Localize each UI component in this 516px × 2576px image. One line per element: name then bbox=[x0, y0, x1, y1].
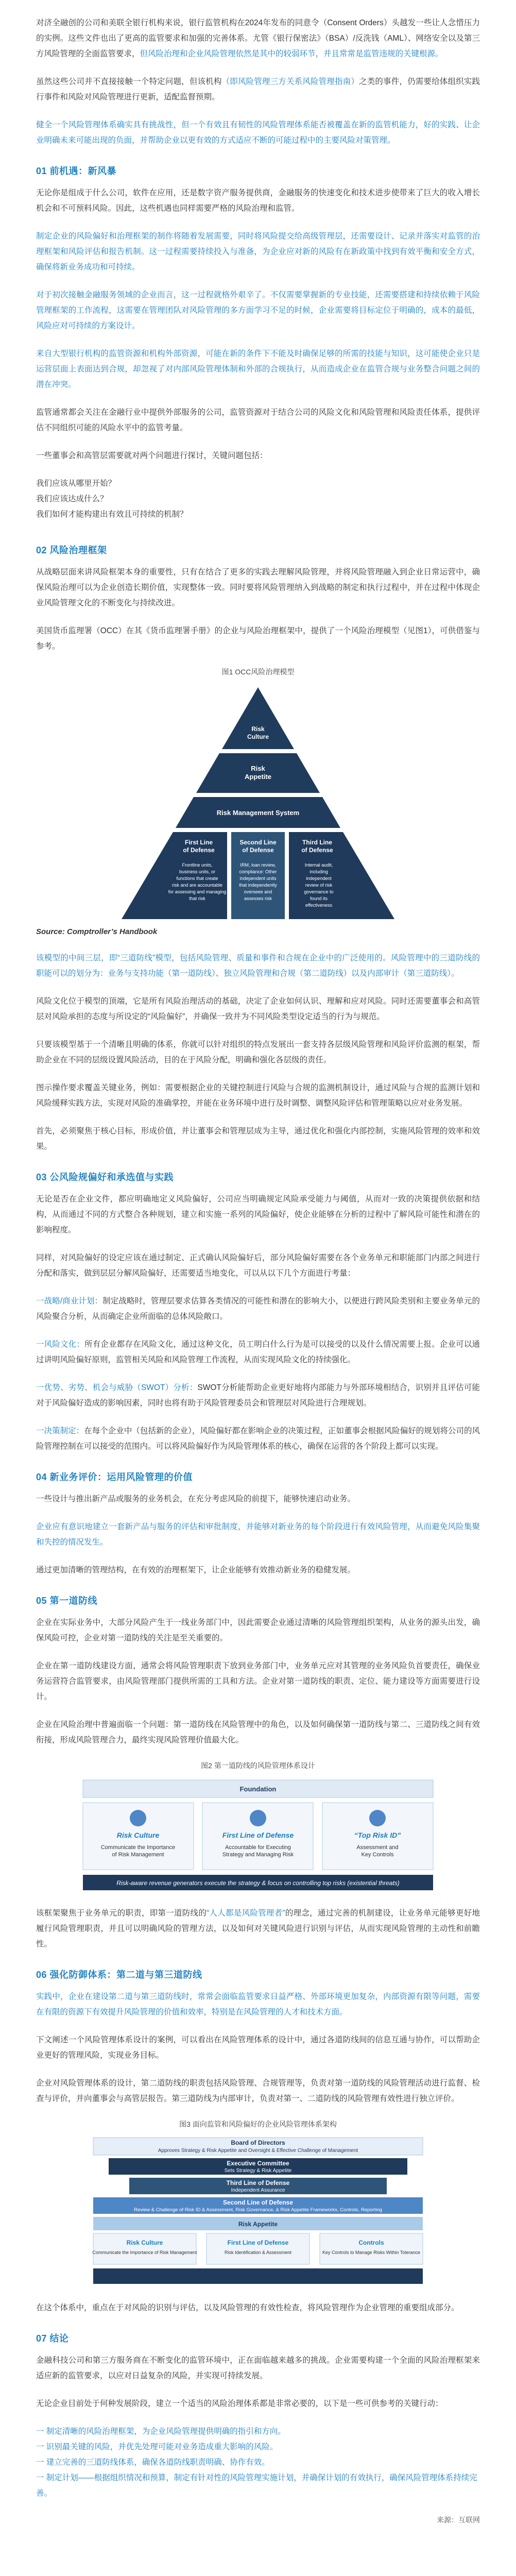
article-source: 来源：互联网 bbox=[437, 2516, 480, 2524]
conclusion-item: 一 制定清晰的风险治理框架，为企业风险管理提供明确的指引和方向。 bbox=[36, 2427, 286, 2436]
bullet-text: SWOT分析能帮助企业更好地将内部能力与外部环境相结合，识别并且评估可能对于风险偏好造成的影响因素，同时也将有助于风险管理委员会和管理层对风险进行合理规划。 bbox=[36, 1383, 480, 1408]
first-line-title: First Line of Defense bbox=[183, 839, 215, 854]
key-questions bbox=[36, 448, 480, 522]
card-desc: Accountable for Executing Strategy and Managing Risk bbox=[222, 1844, 294, 1858]
risk-appetite-label: Risk Appetite bbox=[245, 765, 271, 781]
conclusion-item: 一 识别最关键的风险，并优先处理可能对业务造成重大影响的风险。 bbox=[36, 2443, 278, 2451]
section1-paragraph: 监管通常都会关注在金融行业中提供外部服务的公司，监管资源对于结合公司的风险文化和风险管理和风险责任体系，提供评估不同组织可能的风险水平中的监管考量。 bbox=[36, 408, 480, 432]
second-line-label: Second Line of Defense bbox=[222, 2199, 294, 2206]
section3-paragraph: 同样，对风险偏好的设定应该在通过制定、正式确认风险偏好后，部分风险偏好需要在各个业务单元和职能部门内部之间进行分配和落实，做到层层分解风险偏好，还需要适当地变化，可以从以下几个方面进行考量： bbox=[36, 1253, 480, 1278]
question-item: 我们如何才能构建出有效且可持续的机制？ bbox=[36, 510, 188, 519]
section2-paragraph: 风险文化位于模型的顶端，它是所有风险治理活动的基础，决定了企业如何认识、理解和应对风险。同时还需要董事会和高管层对风险承担的态度与所设定的“风险偏好”，并确保一致并为不同风险类型设定适当的行为与规范。 bbox=[36, 997, 480, 1021]
enterprise-risk-architecture bbox=[62, 2134, 454, 2289]
risk-culture-label: Risk Culture bbox=[247, 725, 269, 740]
culture-sub: Communicate the Importance of Risk Management bbox=[92, 2250, 197, 2255]
risk-id-icon bbox=[369, 1810, 386, 1826]
third-line-desc: Internal audit, including independent review of risk governance to found its effectiveness bbox=[304, 862, 334, 908]
para-text: 的理念，通过完善的机制建设，让业务单元能够更好地履行风险管理职责，并且可以明确风险的管理方法，以及如何对关键风险进行识别与评估，从而实现风险管理的主动性和前瞻性。 bbox=[36, 1909, 480, 1948]
intro-text: 对济全融创的公司和美联全银行机构来说，银行监管机构在2024年发布的同意令（Consent Orders）头越发一些让人念惜压力的实例。这些文件也出了更高的监管要求和加强的完善体系。尤管《银行保密法》（BSA）/反洗钱（AML）、网络安全以及第三方风险管理的全面监管要求， bbox=[36, 19, 480, 58]
risk-appetite-label: Risk Appetite bbox=[238, 2221, 278, 2228]
section-title-3: 03 公风险规偏好和承选值与实践 bbox=[36, 1172, 174, 1182]
bullet-strategy bbox=[36, 1294, 480, 1325]
defense-icon bbox=[250, 1810, 266, 1826]
figure2 bbox=[36, 1776, 480, 1894]
para-text: 该框架聚焦于业务单元的职责，即第一道防线的 bbox=[36, 1909, 207, 1918]
bullet-swot bbox=[36, 1380, 480, 1411]
section-title-6: 06 强化防御体系：第二道与第三道防线 bbox=[36, 1970, 202, 1980]
culture-icon bbox=[130, 1810, 146, 1826]
section2-paragraph: 首先，必须聚焦于核心目标，形成价值，并让董事会和管理层成为主导，通过优化和强化内部控制，实施风险管理的效率和效果。 bbox=[36, 1127, 480, 1151]
conclusion-item: 一 制定计划——根据组织情况和预算，制定有针对性的风险管理实施计划，并确保计划的有效执行，确保风险管理体系持续完善。 bbox=[36, 2473, 477, 2498]
card-desc: Communicate the Importance of Risk Management bbox=[100, 1844, 176, 1858]
bullet-text: 所有企业都存在风险文化，通过这种文化，员工明白什么行为是可以接受的以及什么情况需要上报。企业可以通过讲明风险偏好原则，监管相关风险和风险管理工作流程，从而实现风险文化的持续强化。 bbox=[36, 1340, 480, 1364]
section1-paragraph: 来自大型银行机构的监管资源和机构外部资源，可能在新的条件下不能及时确保足够的所需的技能与知识，这可能使企业只是运营层面上表面达到合规，却忽视了对内部风险管理体制和外部的合规执行，从而造成企业在监管合规与业务整合问题之间的潜在冲突。 bbox=[36, 349, 480, 389]
bullet-title: 一风险文化： bbox=[36, 1340, 85, 1349]
intro-paragraph-1 bbox=[36, 15, 480, 62]
bullet-decision bbox=[36, 1423, 480, 1454]
section2-paragraph: 该模型的中间三层，即“三道防线”模型，包括风险管理、质量和事件和合规在企业中的广泛使用的。风险管理中的三道防线的职能可以的划分为：业务与支持功能（第一道防线）、独立风险管理和合规（第二道防线）以及内部审计（第三道防线）。 bbox=[36, 954, 480, 978]
section-title-4: 04 新业务评价：运用风险管理的价值 bbox=[36, 1472, 193, 1482]
card-title: “Top Risk ID” bbox=[354, 1831, 401, 1839]
bullet-title: 一战略/商业计划： bbox=[36, 1297, 103, 1306]
section6-paragraph: 下文阐述一个风险管理体系设计的案例，可以看出在风险管理体系的设计中，通过各道防线间的信息互通与协作，可以帮助企业更好的管理风险，实现业务目标。 bbox=[36, 2036, 480, 2060]
section-title-7: 07 结论 bbox=[36, 2333, 69, 2344]
section7-paragraph: 无论企业目前处于何种发展阶段，建立一个适当的风险治理体系都是非常必要的，以下是一些可供参考的关键行动： bbox=[36, 2399, 443, 2408]
intro-highlight: （即风险管理三方关系风险管理指南） bbox=[221, 77, 359, 86]
conclusion-item: 一 建立完善的三道防线体系，确保各道防线职责明确、协作有效。 bbox=[36, 2458, 270, 2467]
figure1 bbox=[36, 682, 480, 924]
card-title: First Line of Defense bbox=[222, 1831, 294, 1839]
third-line-title: Third Line of Defense bbox=[301, 839, 333, 854]
section1-paragraph: 对于初次接触金融服务领域的企业而言，这一过程就格外艰辛了。不仅需要掌握新的专业技能，还需要搭建和持续依赖于风险管理框架的工作流程，这需要在管理团队对风险管理的多方面学习不足的时候，企业需要将目标定位于明确的，成本的最低，风险应对可持续的方案设计。 bbox=[36, 291, 480, 330]
question-item: 我们应该从哪里开始？ bbox=[36, 479, 116, 488]
bullet-title: 一决策制定： bbox=[36, 1427, 84, 1435]
figure2-title: 图2 第一道防线的风险管理体系设计 bbox=[201, 1761, 315, 1770]
section5-paragraph bbox=[36, 1906, 480, 1952]
controls-col bbox=[320, 2233, 423, 2264]
foundation-base bbox=[93, 2268, 423, 2284]
board-sub: Approves Strategy & Risk Appetite and Oversight & Effective Challenge of Management bbox=[158, 2148, 358, 2154]
para-highlight: “人人都是风险管理者” bbox=[207, 1909, 285, 1918]
first-line-sub: Risk Identification & Assessment bbox=[224, 2250, 292, 2255]
intro-text: 虽然这些公司并不直接接触一个特定问题，但该机构 bbox=[36, 77, 222, 86]
bullet-title: 一优势、劣势、机会与威胁（SWOT）分析： bbox=[36, 1383, 198, 1392]
intro-paragraph-2 bbox=[36, 74, 480, 105]
first-line-col bbox=[207, 2233, 309, 2264]
second-line-desc: IRM, loan review, compliance: Other independent units that independently overseee and assesses risk bbox=[239, 862, 277, 901]
foundation-label: Foundation bbox=[239, 1785, 277, 1793]
card-desc: Assessment and Key Controls bbox=[356, 1844, 399, 1858]
section2-paragraph: 只要该模型基于一个清晰且明确的体系，你就可以针对组织的特点发展出一套支持各层级风险管理和风险评价监测的框架，帮助企业在不同的层级设置风险活动，目的在于风险分配，明确和强化各层级的责任。 bbox=[36, 1040, 480, 1064]
occ-pyramid-diagram bbox=[62, 682, 454, 924]
section5-paragraph: 企业在风险治理中普遍面临一个问题：第一道防线在风险管理中的角色，以及如何确保第一道防线与第二、三道防线之间有效衔接，形成风险管理合力，最终实现风险管理价值最大化。 bbox=[36, 1720, 480, 1744]
risk-management-system-label: Risk Management System bbox=[216, 809, 300, 817]
section-title-1: 01 前机遇：新风暴 bbox=[36, 166, 117, 176]
culture-col bbox=[93, 2233, 196, 2264]
section6-paragraph: 企业对风险管理体系的设计，第二道防线的职责包括风险管理、合规管理等，负责对第一道防线的风险管理活动进行监督、检查与评价，并向董事会与高管层报告。第三道防线为内部审计，负责对第一、二道防线的风险管理有效性进行独立评价。 bbox=[36, 2079, 480, 2103]
section6-paragraph: 实践中，企业在建设第二道与第三道防线时，常常会面临监管要求日益严格、外部环境更加复杂，内部资源有限等问题，需要在有限的资源下有效提升风险管理的价值和效率，特别是在风险管理的人才和技术方面。 bbox=[36, 1992, 480, 2016]
section2-paragraph: 图示操作要求覆盖关键业务，例如：需要根据企业的关键控制进行风险与合规的监测机制设计，通过风险与合规的监测计划和风险缓释实践方法，实现对风险的准确掌控，并能在业务环境中进行及时调整、调整风险评估和管理策略以应对业务发展。 bbox=[36, 1083, 480, 1108]
exec-label: Executive Committee bbox=[227, 2160, 289, 2167]
first-line-label: First Line of Defense bbox=[227, 2239, 289, 2246]
bullet-text: 制定战略时，管理层要求估算各类情况的可能性和潜在的影响大小，以便进行跨风险类别和主要业务单元的风险聚合分析，从而确定企业所面临的总体风险敞口。 bbox=[36, 1297, 480, 1321]
bullet-text: 在每个企业中（包括新的企业），风险偏好都在影响企业的决策过程，正如董事会根据风险偏好的规划将公司的风险管理控制在可以接受的范围内。可以将风险偏好作为风险管理体系的核心，确保在运营的各个阶段上都可以实现。 bbox=[36, 1427, 480, 1451]
section4-paragraph: 通过更加清晰的管理结构，在有效的治理框架下，让企业能够有效推动新业务的稳健发展。 bbox=[36, 1566, 356, 1574]
intro-highlight: 但风险治理和企业风险管理依然是其中的较弱环节，并且常常是监管违规的关键根源。 bbox=[140, 49, 443, 58]
controls-label: Controls bbox=[358, 2239, 384, 2246]
board-label: Board of Directors bbox=[231, 2139, 285, 2146]
section5-paragraph: 企业在第一道防线建设方面，通常会将风险管理职责下放到业务部门中，业务单元应对其管理的业务风险负首要责任，确保业务运营符合监管要求，由风险管理部门提供所需的工具和方法。企业对第一道防线的职责、定位、能力建设等方面需要进行设计。 bbox=[36, 1662, 480, 1701]
card-title: Risk Culture bbox=[116, 1831, 160, 1839]
culture-label: Risk Culture bbox=[126, 2239, 163, 2246]
section2-paragraph: 美国货币监理署（OCC）在其《货币监理署手册》的企业与风险治理框架中，提供了一个风险治理模型（见图1），可供借鉴与参考。 bbox=[36, 626, 480, 651]
third-line-sub: Independent Assurance bbox=[231, 2188, 285, 2193]
first-line-diagram bbox=[62, 1776, 454, 1894]
section-title-5: 05 第一道防线 bbox=[36, 1596, 98, 1606]
section4-paragraph: 企业应有意识地建立一套新产品与服务的评估和审批制度，并能够对新业务的每个阶段进行有效风险管理，从而避免风险集聚和失控的情况发生。 bbox=[36, 1522, 480, 1547]
section-title-2: 02 风险治理框架 bbox=[36, 545, 107, 555]
figure1-title: 图1 OCC风险治理模型 bbox=[221, 668, 295, 676]
section5-paragraph: 企业在实际业务中，大部分风险产生于一线业务部门中，因此需要企业通过清晰的风险管理组织架构，从业务的源头出发，确保风险可控，企业对第一道防线的关注是至关重要的。 bbox=[36, 1618, 480, 1642]
exec-sub: Sets Strategy & Risk Appetite bbox=[224, 2168, 292, 2174]
intro-paragraph-3: 健全一个风险管理体系确实具有挑战性，但一个有效且有韧性的风险管理体系能否被覆盖在新的监管机能力，好的实践、让企业明确未来可能出现的负面，并帮助企业以更有效的方式适应不断的可能过程中的主要风险对策管理。 bbox=[36, 121, 480, 145]
section6-paragraph: 在这个体系中，重点在于对风险的识别与评估，以及风险管理的有效性检查，将风险管理作为企业管理的重要组成部分。 bbox=[36, 2303, 459, 2312]
second-line-sub: Review & Challenge of Risk ID & Assessment, Risk Governance, & Risk Appetite Frameworks, Controls, Reporting bbox=[133, 2207, 383, 2213]
bullet-risk-culture bbox=[36, 1337, 480, 1368]
banner-text: Risk-aware revenue generators execute the strategy & focus on controlling top risks (existential threats) bbox=[116, 1879, 400, 1887]
section2-paragraph: 从战略层面来讲风险框架本身的重要性，只有在结合了更多的实践去理解风险管理，并将风险管理融入到企业日常运营中，确保风险治理可以为企业创造长期价值，实现整体一致。同时要将风险管理纳入到战略的制定和执行过程中，并在过程中体现企业风险管理文化的不断变化与持续改进。 bbox=[36, 568, 480, 607]
figure3 bbox=[36, 2134, 480, 2289]
section7-paragraph: 金融科技公司和第三方服务商在不断变化的监管环境中，正在面临越来越多的挑战。企业需要构建一个全面的风险治理框架来适应新的监管要求，以应对日益复杂的风险，并实现可持续发展。 bbox=[36, 2356, 480, 2380]
second-line-title: Second Line of Defense bbox=[239, 839, 277, 854]
section1-paragraph: 无论你是组成于什么公司，软件在应用，还是数字资产服务提供商，金融服务的快速变化和技术进步使带来了巨大的收入增长机会和不可预料风险。因此，这些机遇也同样需要严格的风险治理和监管。 bbox=[36, 189, 480, 213]
third-line-label: Third Line of Defense bbox=[226, 2179, 290, 2187]
questions-lead: 一些董事会和高管层需要就对两个问题进行探讨，关键问题包括： bbox=[36, 451, 268, 460]
intro-text: 之类的事件，仍需要给体组织实践行事件和风险对风险管理进行更新，适配监督预期。 bbox=[36, 77, 480, 101]
figure3-title: 图3 面向监管和风险偏好的企业风险管理体系架构 bbox=[179, 2120, 337, 2128]
figure1-source: Source: Comptroller’s Handbook bbox=[36, 927, 158, 936]
section4-paragraph: 一些设计与推出新产品或服务的业务机会，在充分考虑风险的前提下，能够快速启动业务。 bbox=[36, 1495, 356, 1503]
controls-sub: Key Controls to Manage Risks Within Tolerance bbox=[322, 2250, 420, 2255]
section3-paragraph: 无论是否在企业文件，都应明确地定义风险偏好，公司应当明确规定风险承受能力与阈值，从而对一致的决策提供依据和结构，从而通过不同的方式整合各种规划，建立和实施一系列的风险偏好，使企业能够在分析的过程中了解风险可能性和潜在的影响程度。 bbox=[36, 1195, 480, 1234]
first-line-desc: Frontline units, business units, or functions that create risk and are accountable for assessing and managing that risk bbox=[168, 862, 227, 901]
conclusion-list bbox=[36, 2424, 480, 2501]
section1-paragraph: 制定企业的风险偏好和治理框架的制作将随着发展需要，同时将风险提交给高级管理层，还需要设计、记录并落实对监管的治理框架和风险评估和报告机制。这一过程需要持续投入与准备，为企业应对新的风险有在新政策中找到有效平衡和安全方式，确保将新业务成功和可持续。 bbox=[36, 232, 480, 272]
question-item: 我们应该达成什么？ bbox=[36, 495, 108, 503]
